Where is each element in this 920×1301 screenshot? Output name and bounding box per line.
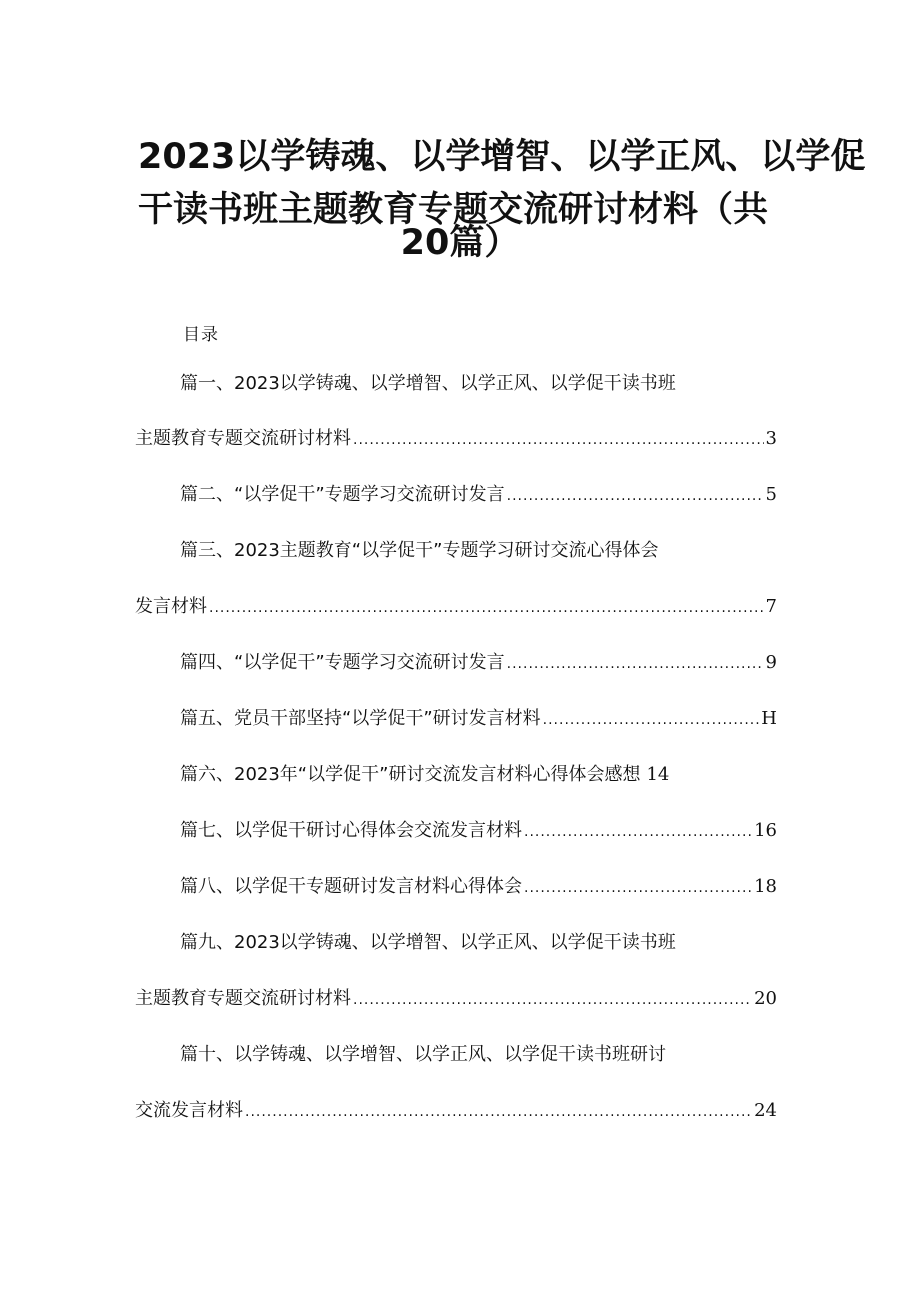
toc-entry-text: 主题教育专题交流研讨材料 — [135, 988, 351, 1009]
toc-leader-dots — [245, 1105, 752, 1119]
toc-entry-6[interactable] — [180, 766, 669, 784]
toc-entry-text: 篇六、2023年“以学促干”研讨交流发言材料心得体会感想 — [180, 764, 641, 785]
toc-entry-text: 篇九、2023以学铸魂、以学增智、以学正风、以学促干读书班 — [180, 932, 676, 953]
toc-entry-3-line-1[interactable] — [180, 542, 658, 560]
toc-entry-text: 篇五、党员干部坚持“以学促干”研讨发言材料 — [180, 708, 541, 729]
toc-entry-7[interactable] — [180, 822, 777, 840]
toc-entry-10-line-2[interactable] — [135, 1102, 777, 1120]
toc-leader-dots — [507, 489, 764, 503]
toc-entry-text: 发言材料 — [135, 596, 207, 617]
toc-entry-5[interactable] — [180, 710, 777, 728]
toc-page-number: 9 — [765, 652, 777, 673]
toc-leader-dots — [353, 433, 764, 447]
toc-entry-text: 篇三、2023主题教育“以学促干”专题学习研讨交流心得体会 — [180, 540, 659, 561]
toc-leader-dots — [209, 601, 764, 615]
toc-entry-text: 主题教育专题交流研讨材料 — [135, 428, 351, 449]
toc-page-number: 18 — [754, 876, 777, 897]
toc-page-number: 3 — [765, 428, 777, 449]
toc-entry-3-line-2[interactable] — [135, 598, 777, 616]
toc-leader-dots — [353, 993, 752, 1007]
toc-page-number: 24 — [754, 1100, 777, 1121]
document-title-line-3: 20篇） — [400, 223, 520, 263]
toc-page-number: H — [761, 708, 777, 729]
toc-heading: 目录 — [183, 325, 219, 345]
toc-entry-text: 交流发言材料 — [135, 1100, 243, 1121]
toc-leader-dots — [543, 713, 760, 727]
toc-page-number: 5 — [765, 484, 777, 505]
toc-entry-text: 篇一、2023以学铸魂、以学增智、以学正风、以学促干读书班 — [180, 373, 676, 394]
toc-page-number: 20 — [754, 988, 777, 1009]
toc-leader-dots — [507, 657, 764, 671]
toc-leader-dots — [524, 825, 752, 839]
toc-entry-text: 篇八、以学促干专题研讨发言材料心得体会 — [180, 876, 522, 897]
toc-entry-9-line-1[interactable] — [180, 934, 676, 952]
toc-entry-text: 篇七、以学促干研讨心得体会交流发言材料 — [180, 820, 522, 841]
toc-entry-text: 篇二、“以学促干”专题学习交流研讨发言 — [180, 484, 505, 505]
toc-entry-text: 篇四、“以学促干”专题学习交流研讨发言 — [180, 652, 505, 673]
toc-entry-2[interactable] — [180, 486, 777, 504]
toc-entry-10-line-1[interactable] — [180, 1046, 666, 1064]
document-title-line-1: 2023以学铸魂、以学增智、以学正风、以学促 — [138, 137, 866, 177]
toc-entry-9-line-2[interactable] — [135, 990, 777, 1008]
toc-page-number: 16 — [754, 820, 777, 841]
document-title-line-2: 干读书班主题教育专题交流研讨材料（共 — [138, 190, 769, 230]
toc-entry-4[interactable] — [180, 654, 777, 672]
toc-entry-1-line-1[interactable] — [180, 375, 676, 393]
toc-leader-dots — [524, 881, 752, 895]
toc-entry-1-line-2[interactable] — [135, 430, 777, 448]
toc-page-number: 14 — [646, 764, 670, 785]
toc-entry-8[interactable] — [180, 878, 777, 896]
toc-entry-text: 篇十、以学铸魂、以学增智、以学正风、以学促干读书班研讨 — [180, 1044, 666, 1065]
toc-page-number: 7 — [765, 596, 777, 617]
